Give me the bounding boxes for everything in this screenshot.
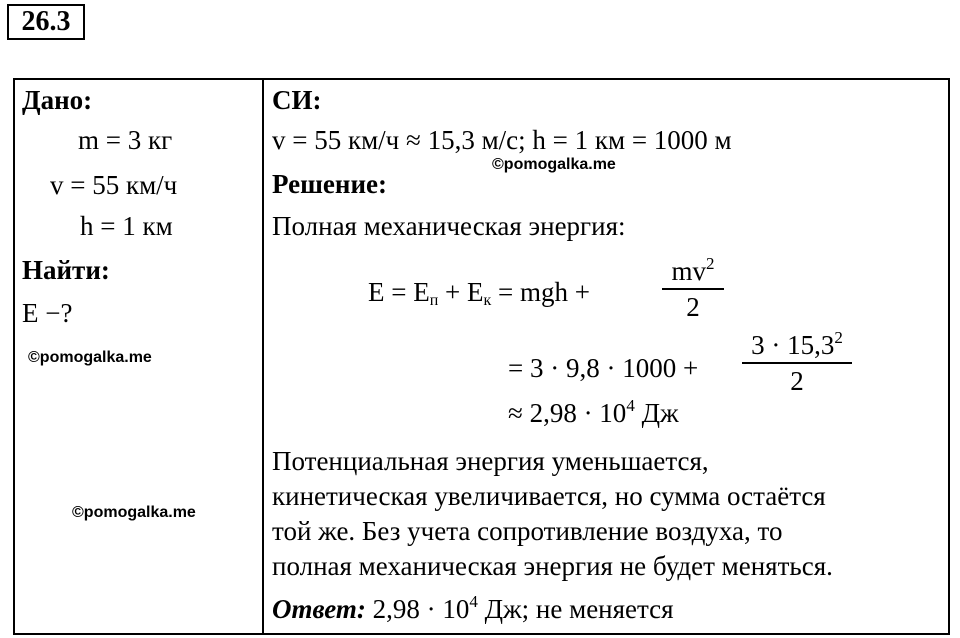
watermark: ©pomogalka.me bbox=[492, 156, 616, 173]
find-heading: Найти: bbox=[22, 255, 110, 285]
paragraph-line: той же. Без учета сопротивление воздуха, то bbox=[272, 516, 783, 546]
find-value: E −? bbox=[22, 298, 73, 328]
paragraph-line: Потенциальная энергия уменьшается, bbox=[272, 446, 709, 476]
solution-heading: Решение: bbox=[272, 169, 387, 199]
paragraph-line: кинетическая увеличивается, но сумма остаётся bbox=[272, 481, 826, 511]
watermark: ©pomogalka.me bbox=[28, 349, 152, 366]
formula-line-2: = 3 · 9,8 · 1000 + bbox=[508, 353, 699, 383]
given-heading: Дано: bbox=[22, 85, 93, 115]
answer-label: Ответ: bbox=[272, 594, 366, 624]
solution-intro: Полная механическая энергия: bbox=[272, 211, 626, 241]
given-height: h = 1 км bbox=[80, 211, 173, 241]
answer-line: Ответ: $2,98 \cdot 10^4$ Дж; не меняется bbox=[272, 592, 674, 624]
si-line: v = 55 км/ч ≈ 15,3 м/с; h = 1 км = 1000 м bbox=[272, 125, 732, 155]
paragraph-line: полная механическая энергия не будет меняться. bbox=[272, 551, 833, 581]
given-velocity: v = 55 км/ч bbox=[50, 170, 178, 200]
formula-line-3: ≈ $2,98 \cdot 10^4$ Дж bbox=[508, 396, 679, 428]
si-heading: СИ: bbox=[272, 85, 322, 115]
fraction-substituted: $3 \cdot 15,3^2$ 2 bbox=[742, 330, 852, 396]
watermark: ©pomogalka.me bbox=[72, 504, 196, 521]
formula-line-1: $E = E_п + E_к$ = mgh + bbox=[368, 277, 591, 309]
column-divider bbox=[262, 78, 264, 635]
fraction-kinetic: $mv^2$ 2 bbox=[662, 256, 724, 322]
given-mass: m = 3 кг bbox=[78, 125, 173, 155]
problem-number: 26.3 bbox=[7, 4, 85, 40]
